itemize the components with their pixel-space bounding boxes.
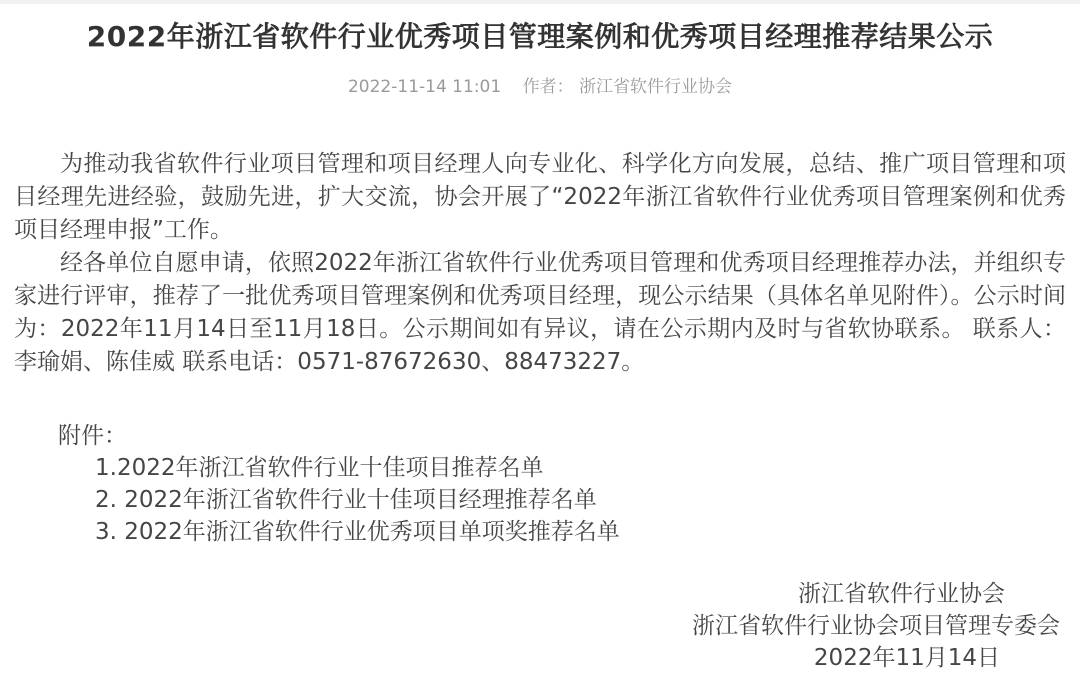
article-meta (0, 72, 1080, 97)
publish-date: 2022-11-14 11:01 (347, 77, 502, 97)
body-paragraph: 经各单位自愿申请，依照2022年浙江省软件行业优秀项目管理和优秀项目经理推荐办法，并组织专家进行评审，推荐了一批优秀项目管理案例和优秀项目经理，现公示结果（具体名单见附件）。公示时间为：2022年11月14日至11月18日。公示期间如有异议，请在公示期内及时与省软协联系。 联系人：李瑜娟、陈佳威 联系电话：0571-87672630、88473227。 (14, 250, 1066, 375)
page-title: 2022年浙江省软件行业优秀项目管理案例和优秀项目经理推荐结果公示 (86, 20, 994, 53)
author-label: 作者： (522, 77, 574, 97)
attachments-section (14, 420, 1066, 548)
attachments-label: 附件： (58, 423, 127, 449)
signature-org: 浙江省软件行业协会 (798, 581, 1005, 607)
attachment-item: 3. 2022年浙江省软件行业优秀项目单项奖推荐名单 (95, 519, 620, 545)
attachment-item: 1.2022年浙江省软件行业十佳项目推荐名单 (95, 455, 544, 481)
top-border (0, 0, 1080, 4)
signature-block (14, 578, 1066, 674)
attachment-item: 2. 2022年浙江省软件行业十佳项目经理推荐名单 (95, 487, 597, 513)
signature-date: 2022年11月14日 (813, 645, 1000, 671)
body-paragraph: 为推动我省软件行业项目管理和项目经理人向专业化、科学化方向发展，总结、推广项目管理和项目经理先进经验，鼓励先进，扩大交流，协会开展了“2022年浙江省软件行业优秀项目管理案例和优秀项目经理申报”工作。 (14, 151, 1066, 243)
signature-committee: 浙江省软件行业协会项目管理专委会 (692, 613, 1060, 639)
article-body (14, 148, 1066, 674)
author-name: 浙江省软件行业协会 (579, 77, 732, 97)
